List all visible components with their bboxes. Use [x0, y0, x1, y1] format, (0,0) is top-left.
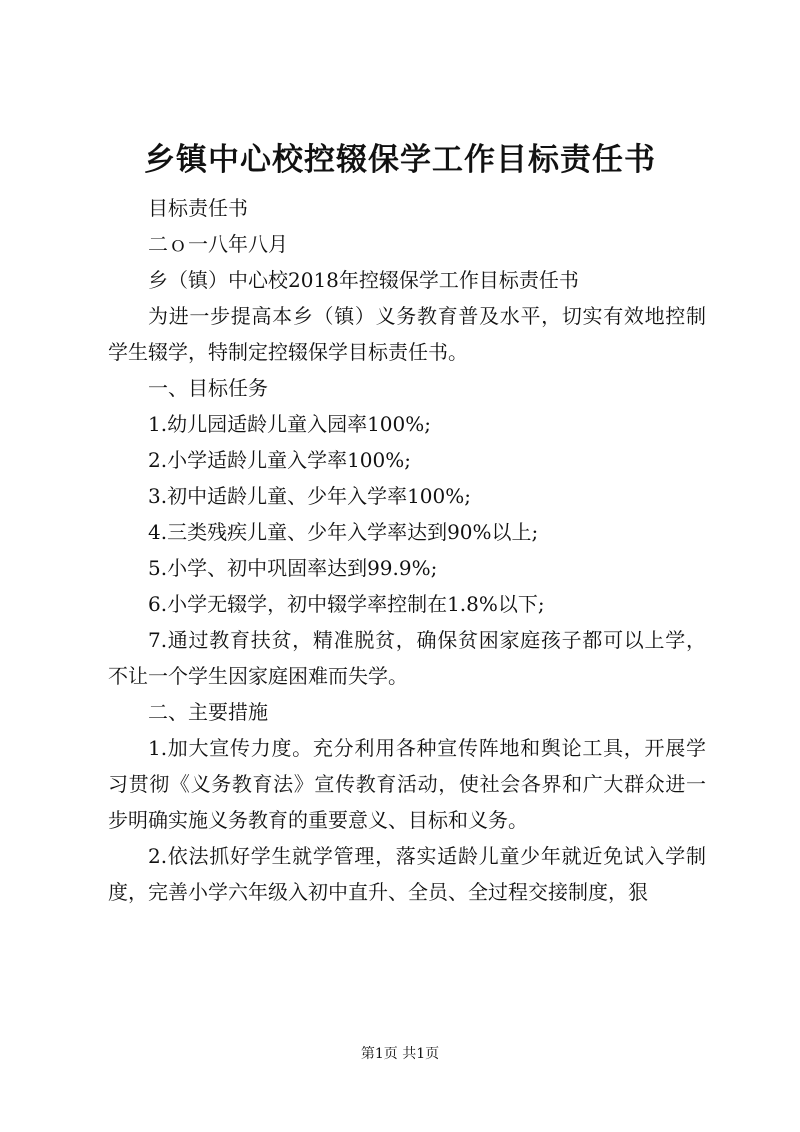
document-title: 乡镇中心校控辍保学工作目标责任书: [144, 142, 656, 178]
list-item: 2.小学适龄儿童入学率100%;: [148, 448, 411, 472]
paragraph: 2.依法抓好学生就学管理，落实适龄儿童少年就近免试入学制度，完善小学六年级入初中直升、全员、全过程交接制度，狠: [108, 844, 706, 904]
paragraph: 二ｏ一八年八月: [148, 232, 288, 256]
list-item: 1.幼儿园适龄儿童入园率100%;: [148, 412, 431, 436]
paragraph: 1.加大宣传力度。充分利用各种宣传阵地和舆论工具，开展学习贯彻《义务教育法》宣传教育活动，使社会各界和广大群众进一步明确实施义务教育的重要意义、目标和义务。: [108, 736, 706, 832]
section-heading: 二、主要措施: [148, 700, 268, 724]
list-item: 5.小学、初中巩固率达到99.9%;: [148, 556, 438, 580]
paragraph: 为进一步提高本乡（镇）义务教育普及水平，切实有效地控制学生辍学，特制定控辍保学目标责任书。: [108, 304, 706, 364]
list-item: 7.通过教育扶贫，精准脱贫，确保贫困家庭孩子都可以上学，不让一个学生因家庭困难而失学。: [108, 628, 706, 688]
page-footer: 第1页 共1页: [360, 1046, 440, 1062]
list-item: 3.初中适龄儿童、少年入学率100%;: [148, 484, 471, 508]
list-item: 4.三类残疾儿童、少年入学率达到90%以上;: [148, 520, 539, 544]
paragraph: 乡（镇）中心校2018年控辍保学工作目标责任书: [148, 268, 579, 292]
list-item: 6.小学无辍学，初中辍学率控制在1.8%以下;: [148, 592, 545, 616]
paragraph: 目标责任书: [148, 196, 248, 220]
document-body: [108, 190, 706, 910]
section-heading: 一、目标任务: [148, 376, 268, 400]
